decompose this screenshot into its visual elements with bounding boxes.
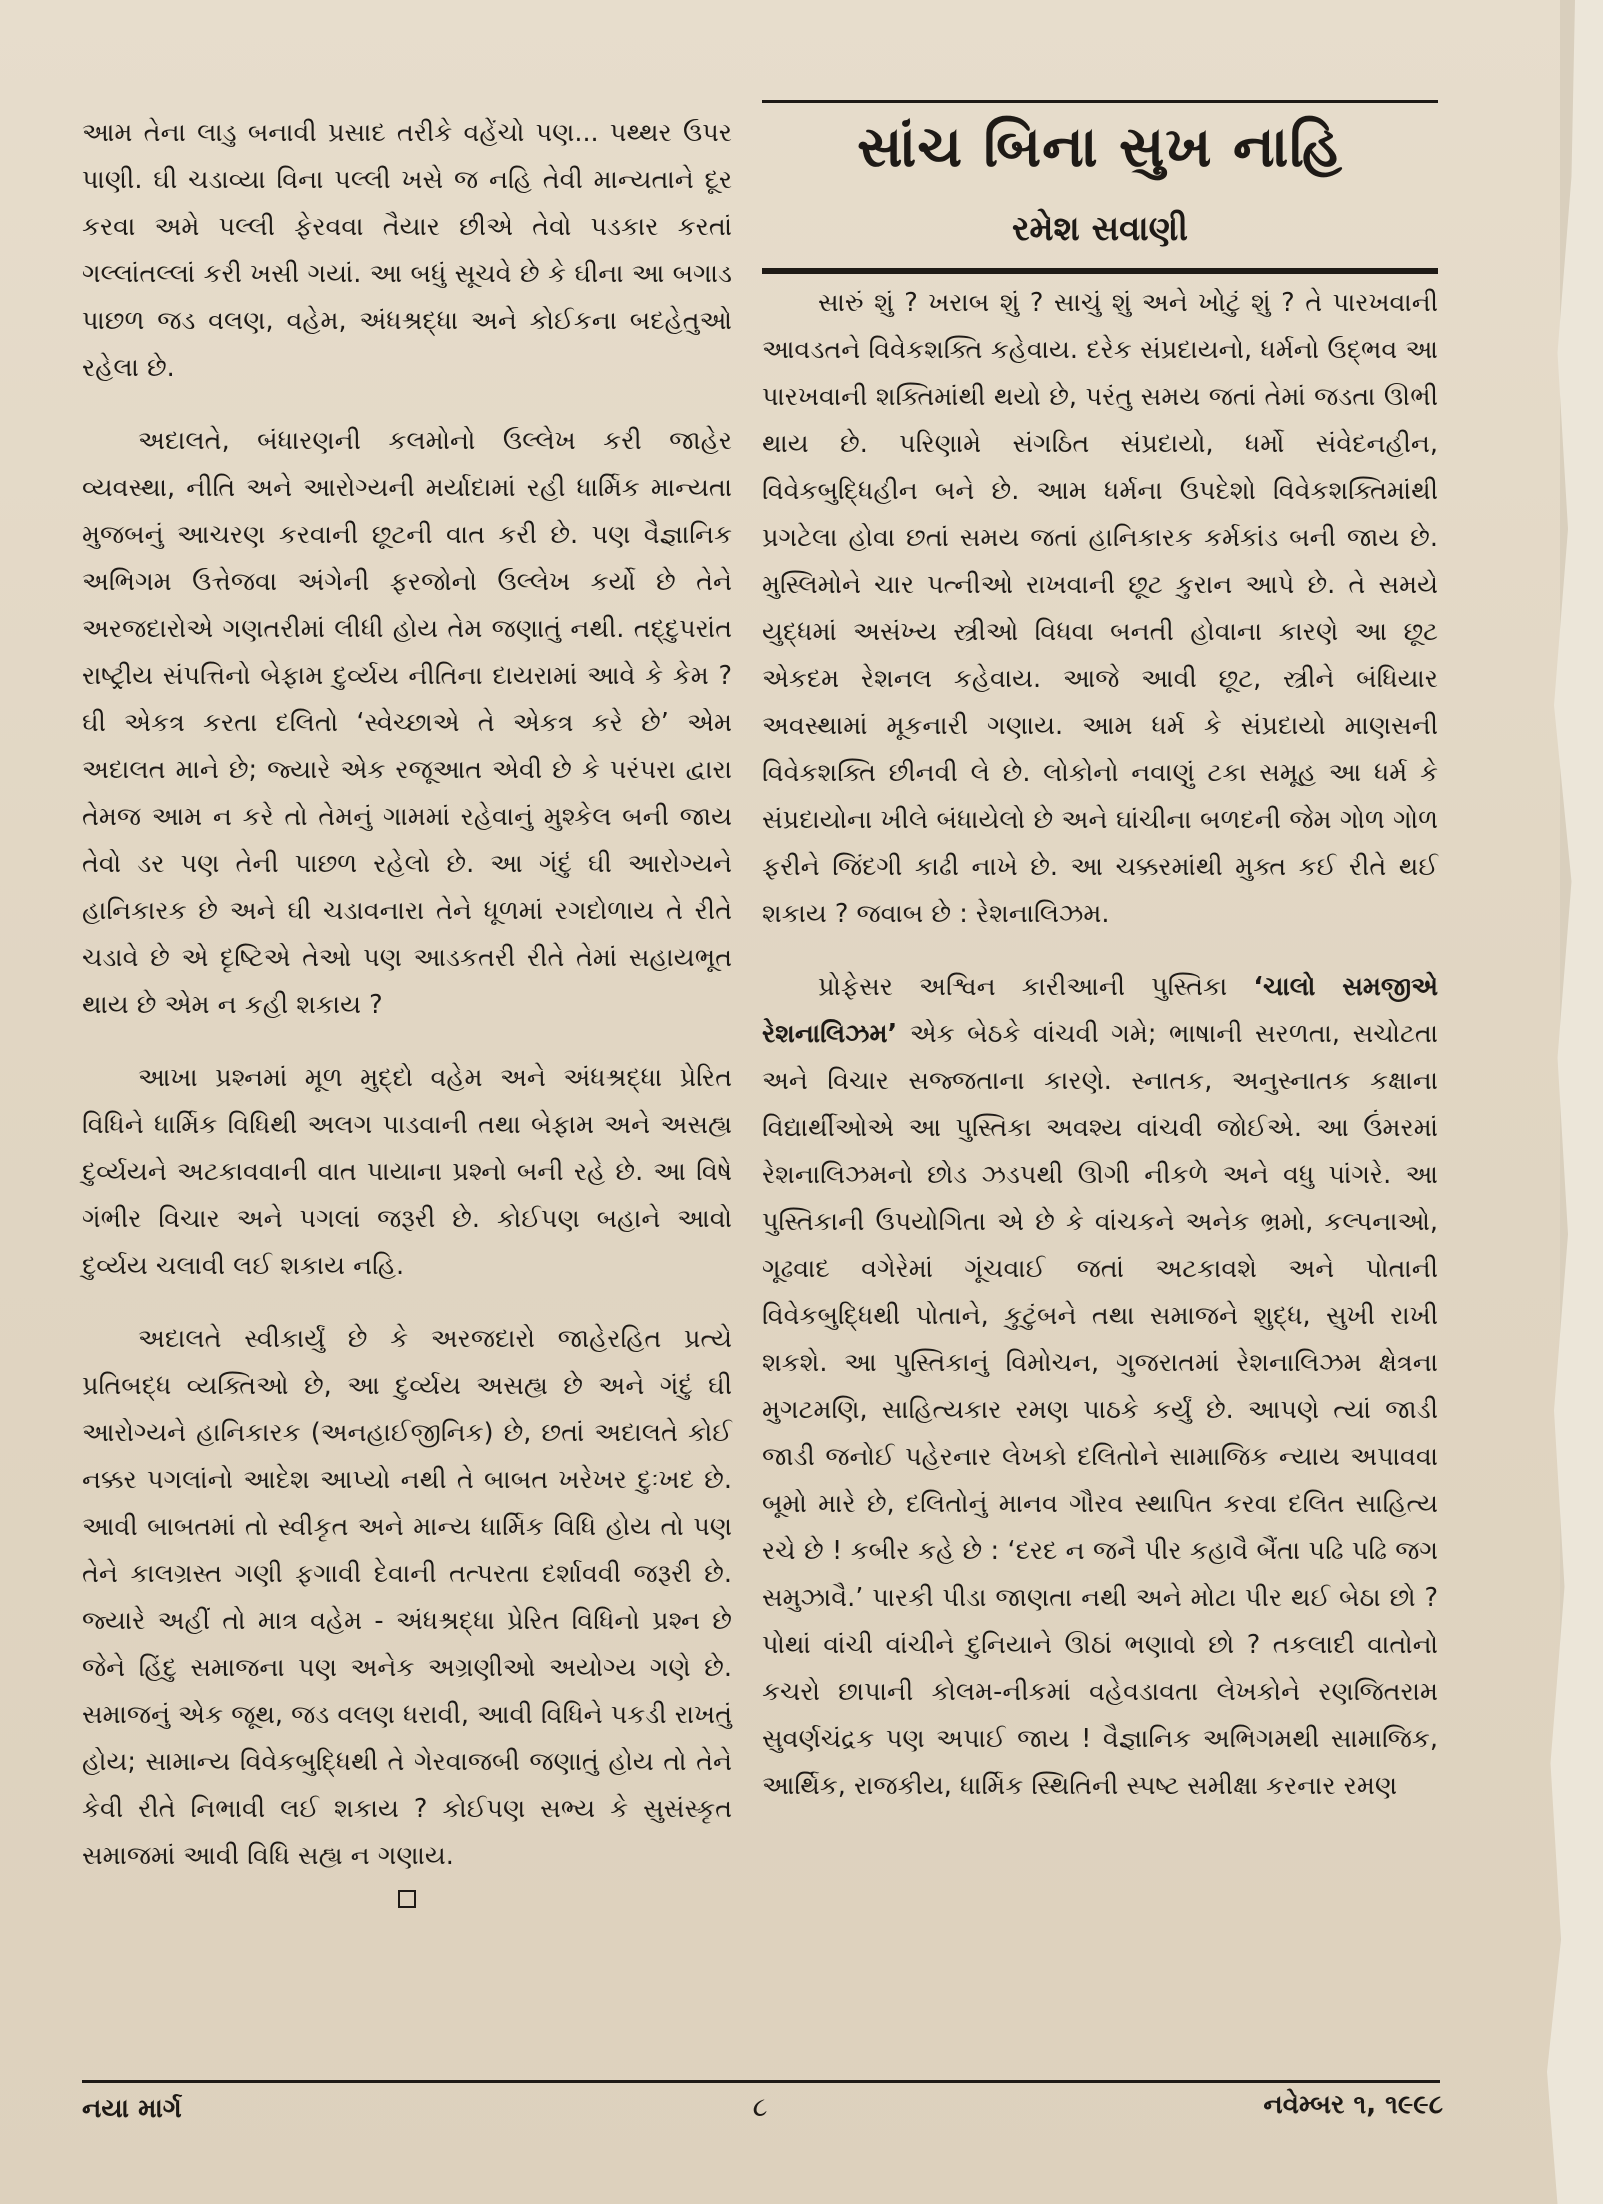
page-number: ૮ [752,2092,768,2123]
title-top-rule [762,100,1438,103]
end-of-article-mark [398,1890,416,1908]
right-column [762,280,1438,1810]
footer-rule [82,2080,1440,2083]
paragraph [762,964,1438,1810]
article-author: રમેશ સવાણી [1011,209,1189,249]
publication-name: નયા માર્ગ [82,2094,182,2124]
issue-date: નવેમ્બર ૧, ૧૯૯૮ [1263,2090,1443,2120]
paragraph-lead: પ્રોફેસર અશ્વિન કારીઆની પુસ્તિકા [818,972,1254,1002]
paragraph: આખા પ્રશ્નમાં મૂળ મુદ્દો વહેમ અને અંધશ્રદ્ધા પ્રેરિત વિધિને ધાર્મિક વિધિથી અલગ પાડવાની તથા બેફામ અને અસહ્ય દુર્વ્યયને અટકાવવાની વાત પાયાના પ્રશ્નો બની રહે છે. આ વિષે ગંભીર વિચાર અને પગલાં જરૂરી છે. કોઈપણ બહાને આવો દુર્વ્યય ચલાવી લઈ શકાય નહિ. [82,1063,732,1281]
title-bottom-rule [762,268,1438,274]
article-title: સાંચ બિના સુખ નાહિ [857,115,1343,180]
book-title: ‘ચાલો સમજીએ રેશનાલિઝમ’ [762,972,1439,1049]
paragraph-text: એક બેઠકે વાંચવી ગમે; ભાષાની સરળતા, સચોટતા અને વિચાર સજ્જતાના કારણે. સ્નાતક, અનુસ્નાતક કક્ષાના વિદ્યાર્થીઓએ આ પુસ્તિકા અવશ્ય વાંચવી જોઈએ. આ ઉંમરમાં રેશનાલિઝમનો છોડ ઝડપથી ઊગી નીકળે અને વધુ પાંગરે. આ પુસ્તિકાની ઉપયોગિતા એ છે કે વાંચકને અનેક ભ્રમો, કલ્પનાઓ, ગૂઢવાદ વગેરેમાં ગૂંચવાઈ જતાં અટકાવશે અને પોતાની વિવેકબુદ્ધિથી પોતાને, કુટુંબને તથા સમાજને શુદ્ધ, સુખી રાખી શકશે. આ પુસ્તિકાનું વિમોચન, ગુજરાતમાં રેશનાલિઝમ ક્ષેત્રના મુગટમણિ, સાહિત્યકાર રમણ પાઠકે કર્યું છે. આપણે ત્યાં જાડી જાડી જનોઈ પહેરનાર લેખકો દલિતોને સામાજિક ન્યાય અપાવવા બૂમો મારે છે, દલિતોનું માનવ ગૌરવ સ્થાપિત કરવા દલિત સાહિત્ય રચે છે ! કબીર કહે છે : ‘દરદ ન જનૈ પીર કહાવૈ બૈંતા પઢિ પઢિ જગ સમુઝાવૈ.’ પારકી પીડા જાણતા નથી અને મોટા પીર થઈ બેઠા છો ? પોથાં વાંચી વાંચીને દુનિયાને ઊઠાં ભણાવો છો ? તકલાદી વાતોનો કચરો છાપાની કોલમ-નીકમાં વહેવડાવતા લેખકોને રણજિતરામ સુવર્ણચંદ્રક પણ અપાઈ જાય ! વૈજ્ઞાનિક અભિગમથી સામાજિક, આર્થિક, રાજકીય, ધાર્મિક સ્થિતિની સ્પષ્ટ સમીક્ષા કરનાર રમણ [762,1019,1439,1801]
paragraph: સારું શું ? ખરાબ શું ? સાચું શું અને ખોટું શું ? તે પારખવાની આવડતને વિવેકશક્તિ કહેવાય. દરેક સંપ્રદાયનો, ધર્મનો ઉદ્ભવ આ પારખવાની શક્તિમાંથી થયો છે, પરંતુ સમય જતાં તેમાં જડતા ઊભી થાય છે. પરિણામે સંગઠિત સંપ્રદાયો, ધર્મો સંવેદનહીન, વિવેકબુદ્ધિહીન બને છે. આમ ધર્મના ઉપદેશો વિવેકશક્તિમાંથી પ્રગટેલા હોવા છતાં સમય જતાં હાનિકારક કર્મકાંડ બની જાય છે. મુસ્લિમોને ચાર પત્નીઓ રાખવાની છૂટ કુરાન આપે છે. તે સમયે યુદ્ધમાં અસંખ્ય સ્ત્રીઓ વિધવા બનતી હોવાના કારણે આ છૂટ એકદમ રેશનલ કહેવાય. આજે આવી છૂટ, સ્ત્રીને બંધિયાર અવસ્થામાં મૂકનારી ગણાય. આમ ધર્મ કે સંપ્રદાયો માણસની વિવેકશક્તિ છીનવી લે છે. લોકોનો નવાણું ટકા સમૂહ આ ધર્મ કે સંપ્રદાયોના ખીલે બંધાયેલો છે અને ઘાંચીના બળદની જેમ ગોળ ગોળ ફરીને જિંદગી કાઢી નાખે છે. આ ચક્કરમાંથી મુક્ત કઈ રીતે થઈ શકાય ? જવાબ છે : રેશનાલિઝમ. [762,288,1438,929]
paragraph: આમ તેના લાડુ બનાવી પ્રસાદ તરીકે વહેંચો પણ... પથ્થર ઉપર પાણી. ઘી ચડાવ્યા વિના પલ્લી ખસે જ નહિ તેવી માન્યતાને દૂર કરવા અમે પલ્લી ફેરવવા તૈયાર છીએ તેવો પડકાર કરતાં ગલ્લાંતલ્લાં કરી ખસી ગયાં. આ બધું સૂચવે છે કે ઘીના આ બગાડ પાછળ જડ વલણ, વહેમ, અંધશ્રદ્ધા અને કોઈકના બદહેતુઓ રહેલા છે. [82,118,732,383]
paragraph: અદાલતે સ્વીકાર્યું છે કે અરજદારો જાહેરહિત પ્રત્યે પ્રતિબદ્ધ વ્યક્તિઓ છે, આ દુર્વ્યય અસહ્ય છે અને ગંદું ઘી આરોગ્યને હાનિકારક (અનહાઈજીનિક) છે, છતાં અદાલતે કોઈ નક્કર પગલાંનો આદેશ આપ્યો નથી તે બાબત ખરેખર દુઃખદ છે. આવી બાબતમાં તો સ્વીકૃત અને માન્ય ધાર્મિક વિધિ હોય તો પણ તેને કાલગ્રસ્ત ગણી ફગાવી દેવાની તત્પરતા દર્શાવવી જરૂરી છે. જ્યારે અહીં તો માત્ર વહેમ - અંધશ્રદ્ધા પ્રેરિત વિધિનો પ્રશ્ન છે જેને હિંદુ સમાજના પણ અનેક અગ્રણીઓ અયોગ્ય ગણે છે. સમાજનું એક જૂથ, જડ વલણ ધરાવી, આવી વિધિને પકડી રાખતું હોય; સામાન્ય વિવેકબુદ્ધિથી તે ગેરવાજબી જણાતું હોય તો તેને કેવી રીતે નિભાવી લઈ શકાય ? કોઈપણ સભ્ય કે સુસંસ્કૃત સમાજમાં આવી વિધિ સહ્ય ન ગણાય. [82,1324,732,1871]
paragraph: અદાલતે, બંધારણની કલમોનો ઉલ્લેખ કરી જાહેર વ્યવસ્થા, નીતિ અને આરોગ્યની મર્યાદામાં રહી ધાર્મિક માન્યતા મુજબનું આચરણ કરવાની છૂટની વાત કરી છે. પણ વૈજ્ઞાનિક અભિગમ ઉત્તેજવા અંગેની ફરજોનો ઉલ્લેખ કર્યો છે તેને અરજદારોએ ગણતરીમાં લીધી હોય તેમ જણાતું નથી. તદ્દુપરાંત રાષ્ટ્રીય સંપત્તિનો બેફામ દુર્વ્યય નીતિના દાયરામાં આવે કે કેમ ? ઘી એકત્ર કરતા દલિતો ‘સ્વેચ્છાએ તે એકત્ર કરે છે’ એમ અદાલત માને છે; જ્યારે એક રજૂઆત એવી છે કે પરંપરા દ્વારા તેમજ આમ ન કરે તો તેમનું ગામમાં રહેવાનું મુશ્કેલ બની જાય તેવો ડર પણ તેની પાછળ રહેલો છે. આ ગંદું ઘી આરોગ્યને હાનિકારક છે અને ઘી ચડાવનારા તેને ધૂળમાં રગદોળાય તે રીતે ચડાવે છે એ દૃષ્ટિએ તેઓ પણ આડકતરી રીતે તેમાં સહાયભૂત થાય છે એમ ન કહી શકાય ? [82,426,732,1020]
left-column [82,110,732,1908]
